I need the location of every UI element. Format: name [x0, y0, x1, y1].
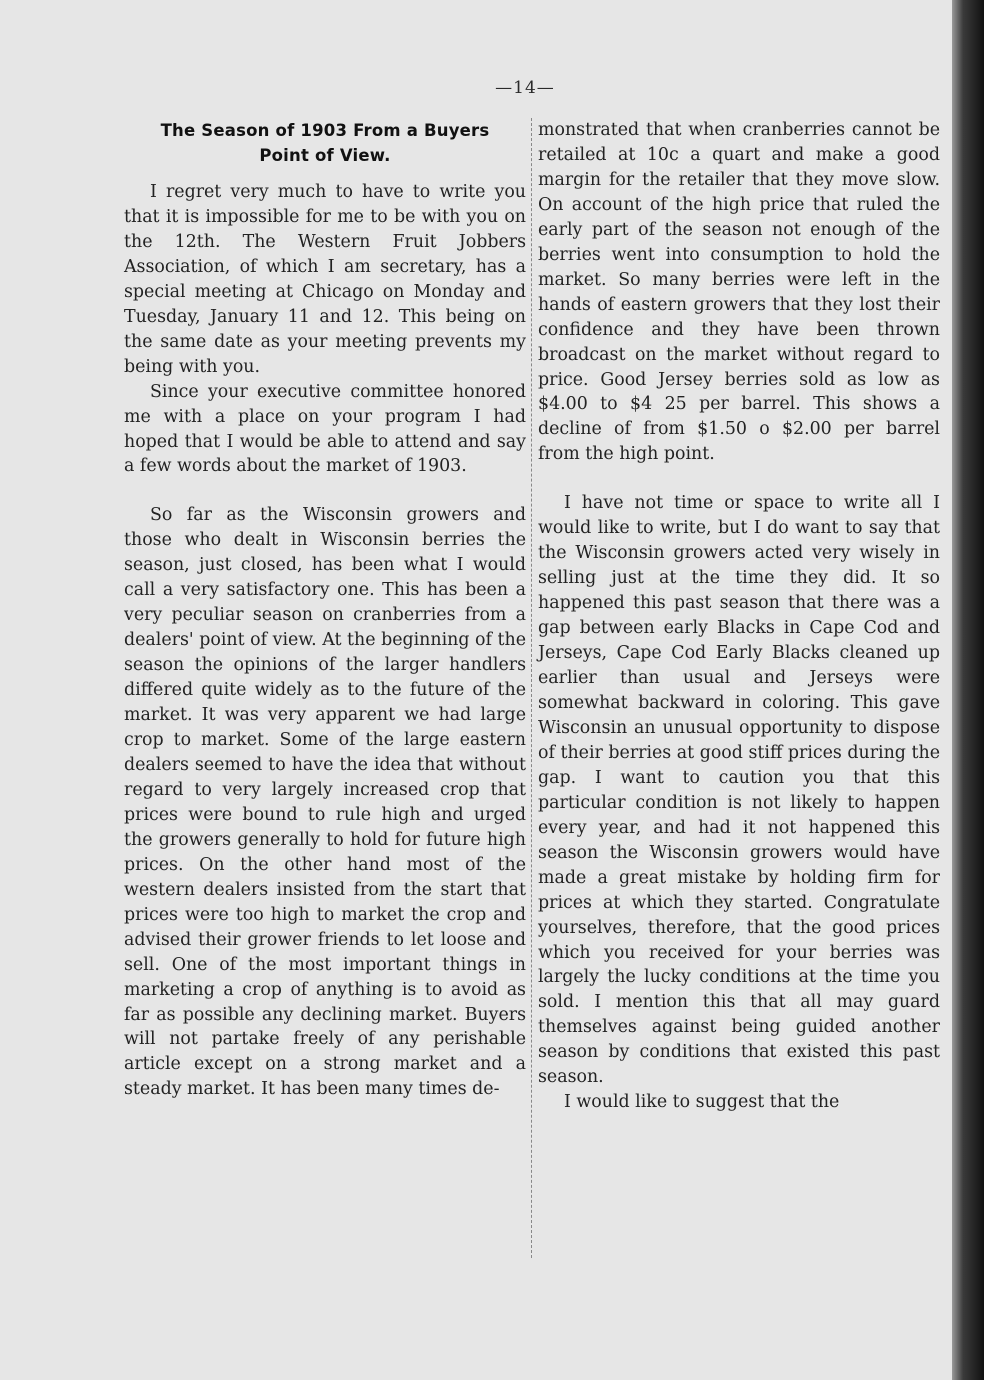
page-binding-edge [952, 0, 984, 1380]
right-column [538, 118, 940, 1115]
article-title-line1: The Season of 1903 From a Buyers [160, 121, 490, 140]
page-number: —14— [495, 78, 555, 98]
paragraph-no-time: I have not time or space to write all I would like to write, but I do want to say that the Wisconsin growers acted very wisely in selling just at the time they did. It so happened this past season that there was a gap between early Blacks in Cape Cod and Jerseys, Cape Cod Early Blacks cleaned up earlier than usual and Jerseys were somewhat backward in coloring. This gave Wisconsin an unusual opportunity to dispose of their berries at good stiff prices during the gap. I want to caution you that this particular condition is not likely to happen every year, and had it not happened this season the Wisconsin growers would have made a great mistake by holding firm for prices at which they started. Congratulate yourselves, therefore, that the good prices which you received for your berries was largely the lucky conditions at the time you sold. I mention this that all may guard themselves against being guided another season by conditions that existed this past season. [538, 493, 940, 1088]
paragraph-wisconsin-growers: So far as the Wisconsin growers and those who dealt in Wisconsin berries the season, just closed, has been what I would call a very satisfactory one. This has been a very peculiar season on cranberries from a dealers' point of view. At the beginning of the season the opinions of the larger handlers differed quite widely as to the future of the market. It was very apparent we had large crop to market. Some of the large eastern dealers seemed to have the idea that without regard to very largely increased crop that prices were bound to rule high and urged the growers generally to hold for future high prices. On the other hand most of the western dealers insisted from the start that prices were too high to market the crop and advised their grower friends to let loose and sell. One of the most important things in marketing a crop of anything is to avoid as far as possible any declining market. Buyers will not partake freely of any perishable article except on a strong market and a steady market. It has been many times de- [124, 505, 526, 1100]
paragraph-regret: I regret very much to have to write you that it is impossible for me to be with you on the 12th. The Western Fruit Jobbers Association, of which I am secretary, has a special meeting at Chicago on Monday and Tuesday, January 11 and 12. This being on the same date as your meeting prevents my being with you. [124, 182, 526, 377]
paragraph-executive-committee: Since your executive committee honored me with a place on your program I had hoped that I would be able to attend and say a few words about the market of 1903. [124, 381, 526, 477]
column-divider [531, 118, 532, 1258]
article-title-line2: Point of View. [259, 146, 391, 165]
paragraph-suggest: I would like to suggest that the [564, 1092, 840, 1113]
article-title [124, 118, 526, 168]
paragraph-continued: monstrated that when cranberries cannot be retailed at 10c a quart and make a good margin for the retailer that they move slow. On account of the high price that ruled the early part of the season not enough of the berries went into consumption to hold the market. So many berries were left in the hands of eastern growers that they lost their confidence and they have been thrown broadcast on the market without regard to price. Good Jersey berries sold as low as $4.00 to $4 25 per barrel. This shows a decline of from $1.50 o $2.00 per barrel from the high point. [538, 120, 940, 465]
left-column [124, 118, 526, 1102]
